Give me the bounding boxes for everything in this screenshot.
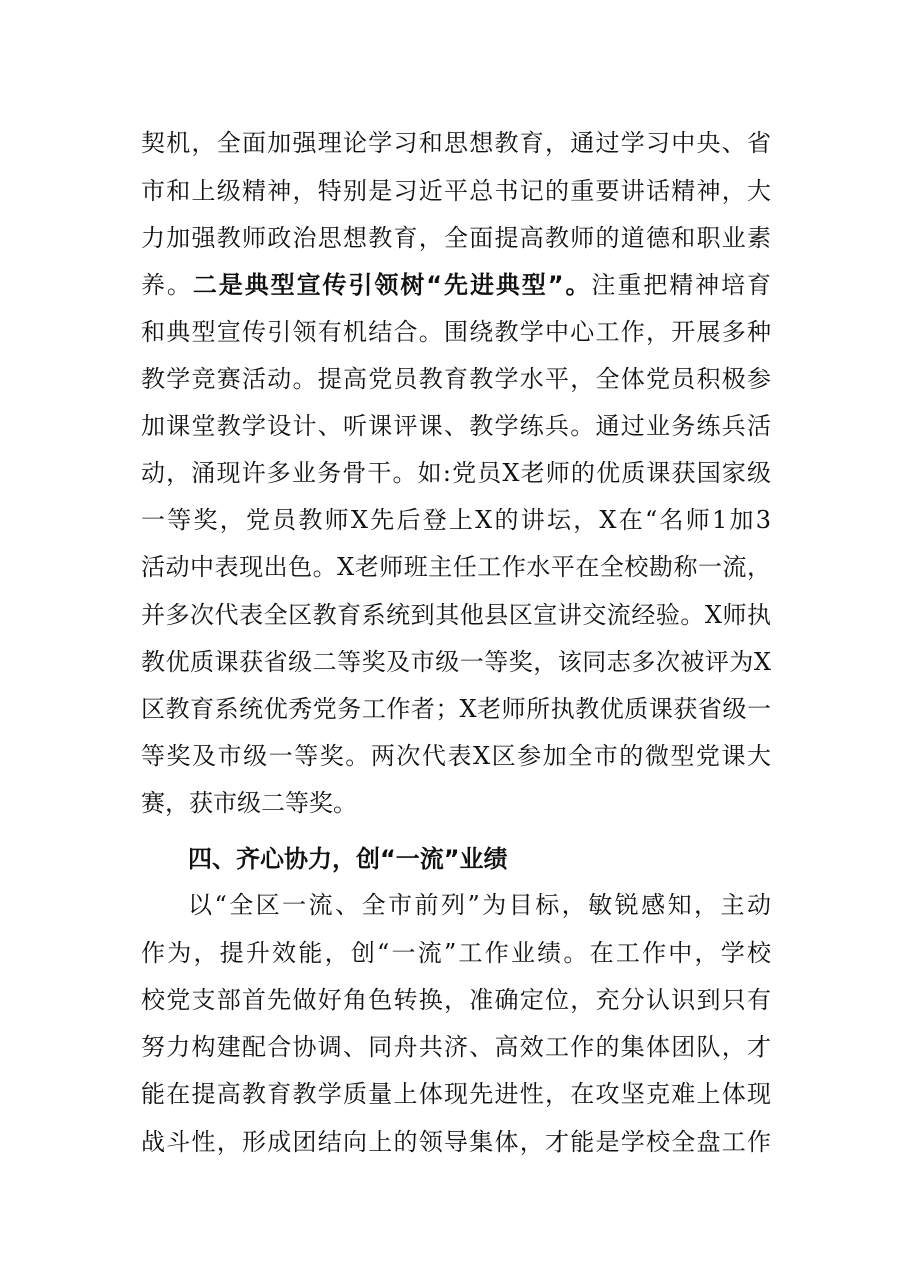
paragraph-line: 契机，全面加强理论学习和思想教育，通过学习中央、省 (141, 129, 771, 157)
section-heading: 四、齐心协力，创“一流”业绩 (188, 845, 508, 873)
text-run: 养。 (141, 271, 193, 299)
paragraph-line: 能在提高教育教学质量上体现先进性，在攻坚克难上体现 (141, 1080, 771, 1108)
paragraph-line-with-bold (141, 262, 771, 308)
paragraph-line: 市和上级精神，特别是习近平总书记的重要讲话精神，大 (141, 177, 771, 205)
paragraph-line: 等奖及市级一等奖。两次代表X区参加全市的微型党课大 (141, 742, 771, 770)
paragraph-line: 加课堂教学设计、听课评课、教学练兵。通过业务练兵活 (141, 412, 771, 440)
paragraph-line: 动，涌现许多业务骨干。如:党员X老师的优质课获国家级 (141, 459, 771, 487)
paragraph-line: 并多次代表全区教育系统到其他县区宣讲交流经验。X师执 (141, 601, 771, 629)
paragraph-line: 赛，获市级二等奖。 (141, 789, 357, 817)
paragraph-first-line: 以“全区一流、全市前列”为目标，敏锐感知，主动 (188, 891, 771, 919)
paragraph-line: 活动中表现出色。X老师班主任工作水平在全校勘称一流， (141, 553, 771, 581)
paragraph-line: 和典型宣传引领有机结合。围绕教学中心工作，开展多种 (141, 318, 771, 346)
paragraph-line: 努力构建配合协调、同舟共济、高效工作的集体团队，才 (141, 1033, 771, 1061)
paragraph-line: 校党支部首先做好角色转换，准确定位，充分认识到只有 (141, 986, 771, 1014)
text-run: 注重把精神培育 (591, 271, 771, 299)
paragraph-line: 战斗性，形成团结向上的领导集体，才能是学校全盘工作 (141, 1128, 771, 1156)
paragraph-line: 作为，提升效能，创“一流”工作业绩。在工作中，学校 (141, 939, 771, 967)
paragraph-line: 区教育系统优秀党务工作者；X老师所执教优质课获省级一 (141, 695, 771, 723)
bold-subheading: 二是典型宣传引领树“先进典型”。 (192, 271, 592, 299)
paragraph-line: 教学竞赛活动。提高党员教育教学水平，全体党员积极参 (141, 365, 771, 393)
paragraph-line: 力加强教师政治思想教育，全面提高教师的道德和职业素 (141, 224, 771, 252)
paragraph-line: 一等奖，党员教师X先后登上X的讲坛，X在“名师1加3 (141, 506, 771, 534)
paragraph-line: 教优质课获省级二等奖及市级一等奖，该同志多次被评为X (141, 648, 771, 676)
